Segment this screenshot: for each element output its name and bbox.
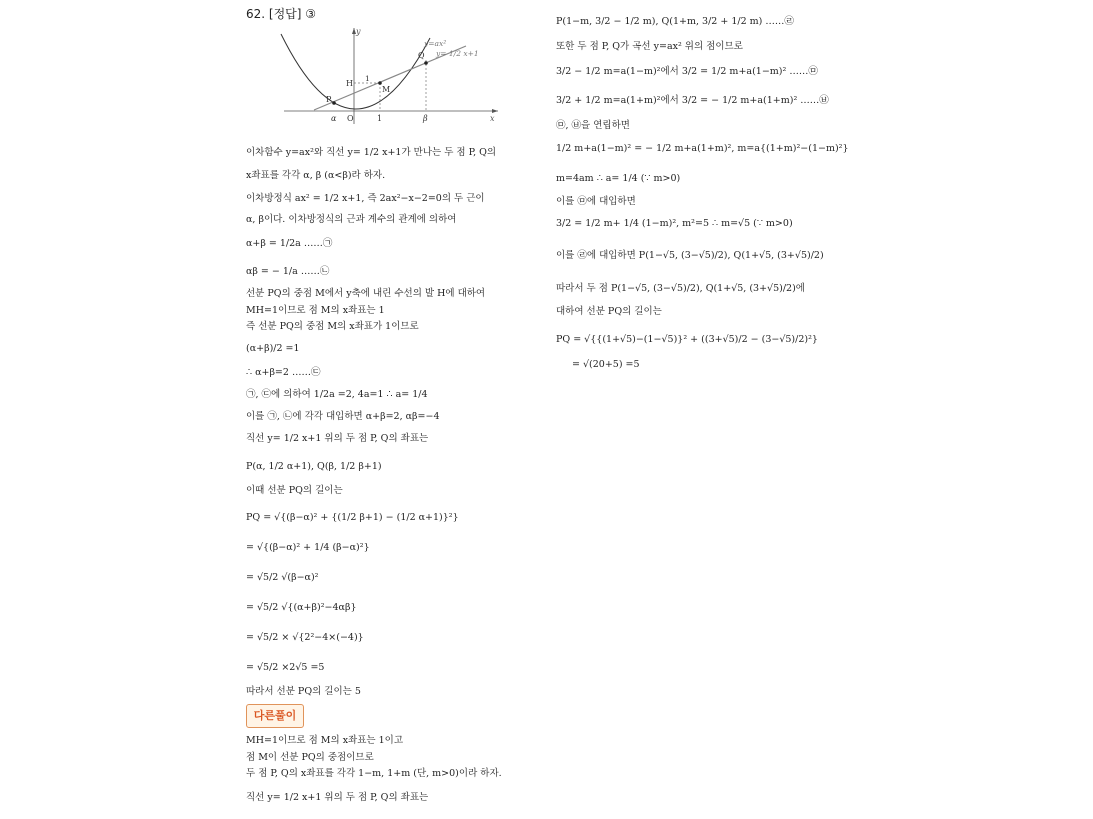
curve-label: y=ax² (424, 39, 447, 48)
equation-line: = √(20+5) =5 (572, 359, 640, 370)
text-line: 따라서 선분 PQ의 길이는 5 (246, 686, 361, 697)
text-line: ㉤, ㉥을 연립하면 (556, 120, 630, 131)
equation-line: α+β = 1/2a ……㉠ (246, 238, 333, 249)
label-mh-one: 1 (365, 74, 370, 83)
text-line: MH=1이므로 점 M의 x좌표는 1 (246, 305, 385, 316)
equation-line: = √5/2 √{(α+β)²−4αβ} (246, 602, 357, 613)
equation-line: (α+β)/2 =1 (246, 343, 300, 354)
parabola-curve (281, 34, 430, 109)
equation-line: ∴ α+β=2 ……㉢ (246, 367, 321, 378)
label-m: M (382, 85, 391, 94)
text-line: MH=1이므로 점 M의 x좌표는 1이고 (246, 735, 403, 746)
text-line: 점 M이 선분 PQ의 중점이므로 (246, 752, 374, 763)
text-line: α, β이다. 이차방정식의 근과 계수의 관계에 의하여 (246, 214, 457, 225)
equation-line: 따라서 두 점 P(1−√5, (3−√5)/2), Q(1+√5, (3+√5)/2)에 (556, 283, 805, 294)
equation-line: P(α, 1/2 α+1), Q(β, 1/2 β+1) (246, 461, 382, 472)
equation-line: PQ = √{(β−α)² + {(1/2 β+1) − (1/2 α+1)}²} (246, 512, 459, 523)
text-line: x좌표를 각각 α, β (α<β)라 하자. (246, 170, 386, 181)
parabola-line-graph (276, 24, 506, 128)
line-label: y= 1/2 x+1 (436, 49, 479, 58)
text-line: 즉 선분 PQ의 중점 M의 x좌표가 1이므로 (246, 321, 419, 332)
problem-header: 62. [정답] ③ (246, 7, 317, 21)
label-beta: β (423, 114, 428, 123)
equation-line: P(1−m, 3/2 − 1/2 m), Q(1+m, 3/2 + 1/2 m) ……㉣ (556, 16, 794, 27)
text-line: 대하여 선분 PQ의 길이는 (556, 306, 662, 317)
alt-solution-tag: 다른풀이 (246, 704, 304, 728)
equation-line: = √{(β−α)² + 1/4 (β−α)²} (246, 542, 370, 553)
text-line: 직선 y= 1/2 x+1 위의 두 점 P, Q의 좌표는 (246, 792, 429, 803)
text-line: 이때 선분 PQ의 길이는 (246, 485, 343, 496)
equation-line: m=4am ∴ a= 1/4 (∵ m>0) (556, 173, 681, 184)
label-one: 1 (377, 114, 383, 123)
equation-line: = √5/2 × √{2²−4×(−4)} (246, 632, 364, 643)
point-q (424, 61, 428, 65)
equation-line: PQ = √{{(1+√5)−(1−√5)}² + ((3+√5)/2 − (3−√5)/2)²} (556, 334, 818, 345)
text-line: 직선 y= 1/2 x+1 위의 두 점 P, Q의 좌표는 (246, 433, 429, 444)
label-q: Q (418, 51, 425, 60)
label-alpha: α (331, 114, 337, 123)
label-h: H (346, 79, 353, 88)
text-line: 이차방정식 ax² = 1/2 x+1, 즉 2ax²−x−2=0의 두 근이 (246, 193, 485, 204)
equation-line: 3/2 + 1/2 m=a(1+m)²에서 3/2 = − 1/2 m+a(1+m)² ……㉥ (556, 95, 829, 106)
x-axis-arrow (492, 109, 498, 113)
text-line: 또한 두 점 P, Q가 곡선 y=ax² 위의 점이므로 (556, 41, 743, 52)
equation-line: = √5/2 √(β−α)² (246, 572, 319, 583)
equation-line: 3/2 = 1/2 m+ 1/4 (1−m)², m²=5 ∴ m=√5 (∵ m>0) (556, 218, 793, 229)
text-line: 선분 PQ의 중점 M에서 y축에 내린 수선의 발 H에 대하여 (246, 288, 486, 299)
y-axis-label: y (356, 27, 361, 36)
equation-line: 1/2 m+a(1−m)² = − 1/2 m+a(1+m)², m=a{(1+m)²−(1−m)²} (556, 143, 849, 154)
text-line: 이차함수 y=ax²와 직선 y= 1/2 x+1가 만나는 두 점 P, Q의 (246, 147, 497, 158)
text-line: 두 점 P, Q의 x좌표를 각각 1−m, 1+m (단, m>0)이라 하자. (246, 768, 502, 779)
text-line: 이를 ㉠, ㉡에 각각 대입하면 α+β=2, αβ=−4 (246, 411, 440, 422)
equation-line: αβ = − 1/a ……㉡ (246, 266, 330, 277)
equation-line: 이를 ㉣에 대입하면 P(1−√5, (3−√5)/2), Q(1+√5, (3+√5)/2) (556, 250, 824, 261)
label-p: P (326, 95, 332, 104)
equation-line: ㉠, ㉢에 의하여 1/2a =2, 4a=1 ∴ a= 1/4 (246, 389, 428, 400)
x-axis-label: x (490, 114, 495, 123)
point-p (332, 101, 336, 105)
equation-line: 3/2 − 1/2 m=a(1−m)²에서 3/2 = 1/2 m+a(1−m)² ……㉤ (556, 66, 818, 77)
equation-line: = √5/2 ×2√5 =5 (246, 662, 325, 673)
text-line: 이를 ㉤에 대입하면 (556, 196, 636, 207)
label-origin: O (347, 114, 354, 123)
